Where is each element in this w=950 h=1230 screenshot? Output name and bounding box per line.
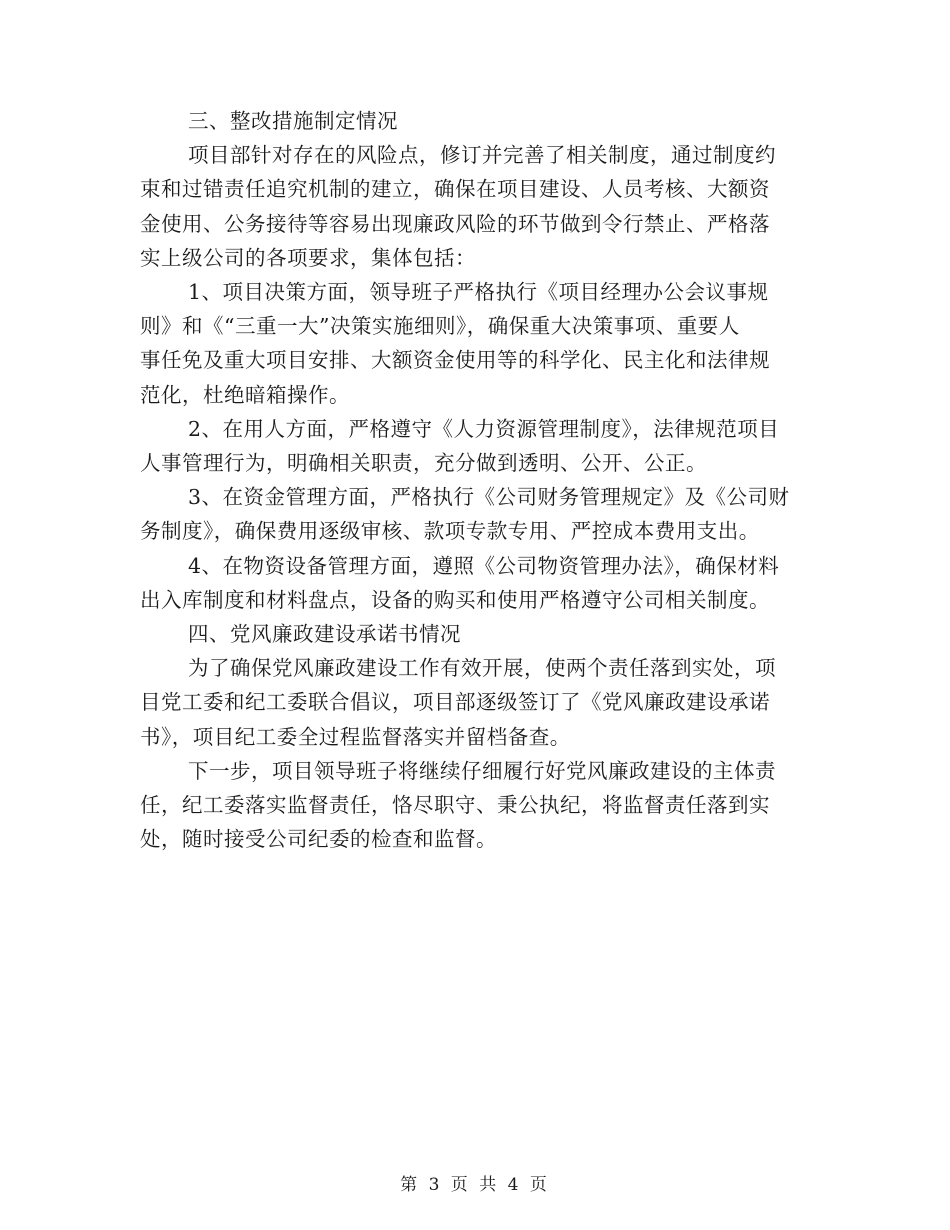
paragraph-item-2 bbox=[140, 412, 800, 480]
text-line: 任，纪工委落实监督责任，恪尽职守、秉公执纪，将监督责任落到实 bbox=[140, 793, 770, 818]
text-line: 出入库制度和材料盘点，设备的购买和使用严格遵守公司相关制度。 bbox=[140, 587, 770, 612]
paragraph-risk-points bbox=[140, 138, 800, 275]
paragraph-item-1 bbox=[140, 275, 800, 412]
text-line: 1、项目决策方面，领导班子严格执行《项目经理办公会议事规 bbox=[188, 280, 769, 305]
text-line: 束和过错责任追究机制的建立，确保在项目建设、人员考核、大额资 bbox=[140, 177, 770, 202]
text-line: 处，随时接受公司纪委的检查和监督。 bbox=[140, 827, 497, 852]
text-line: 四、党风廉政建设承诺书情况 bbox=[188, 622, 461, 647]
text-line: 目党工委和纪工委联合倡议，项目部逐级签订了《党风廉政建设承诺 bbox=[140, 690, 770, 715]
text-line: 三、整改措施制定情况 bbox=[188, 109, 398, 133]
text-line: 务制度》，确保费用逐级审核、款项专款专用、严控成本费用支出。 bbox=[140, 519, 760, 544]
text-line: 项目部针对存在的风险点，修订并完善了相关制度，通过制度约 bbox=[188, 143, 776, 168]
text-line: 金使用、公务接待等容易出现廉政风险的环节做到令行禁止、严格落 bbox=[140, 211, 770, 236]
paragraph-next-step bbox=[140, 754, 800, 857]
text-line: 实上级公司的各项要求，集体包括： bbox=[140, 245, 476, 270]
text-line: 事任免及重大项目安排、大额资金使用等的科学化、民主化和法律规 bbox=[140, 348, 770, 373]
text-line: 范化，杜绝暗箱操作。 bbox=[140, 382, 350, 407]
document-body bbox=[140, 104, 800, 856]
text-line: 为了确保党风廉政建设工作有效开展，使两个责任落到实处，项 bbox=[188, 656, 776, 681]
section-heading-rectification bbox=[140, 104, 800, 138]
paragraph-item-4 bbox=[140, 549, 800, 617]
text-line: 书》，项目纪工委全过程监督落实并留档备查。 bbox=[140, 724, 571, 749]
text-line: 4、在物资设备管理方面，遵照《公司物资管理办法》，确保材料 bbox=[188, 553, 780, 578]
text-line: 2、在用人方面，严格遵守《人力资源管理制度》，法律规范项目 bbox=[188, 416, 780, 441]
text-line: 人事管理行为，明确相关职责，充分做到透明、公开、公正。 bbox=[140, 451, 707, 476]
text-line: 则》和《“三重一大”决策实施细则》，确保重大决策事项、重要人 bbox=[140, 314, 740, 339]
page-number-footer: 第 3 页 共 4 页 bbox=[400, 1175, 550, 1195]
text-line: 3、在资金管理方面，严格执行《公司财务管理规定》及《公司财 bbox=[188, 485, 790, 510]
paragraph-item-3 bbox=[140, 480, 800, 548]
section-heading-commitment bbox=[140, 617, 800, 651]
text-line: 下一步，项目领导班子将继续仔细履行好党风廉政建设的主体责 bbox=[188, 758, 776, 783]
paragraph-commitment bbox=[140, 651, 800, 754]
